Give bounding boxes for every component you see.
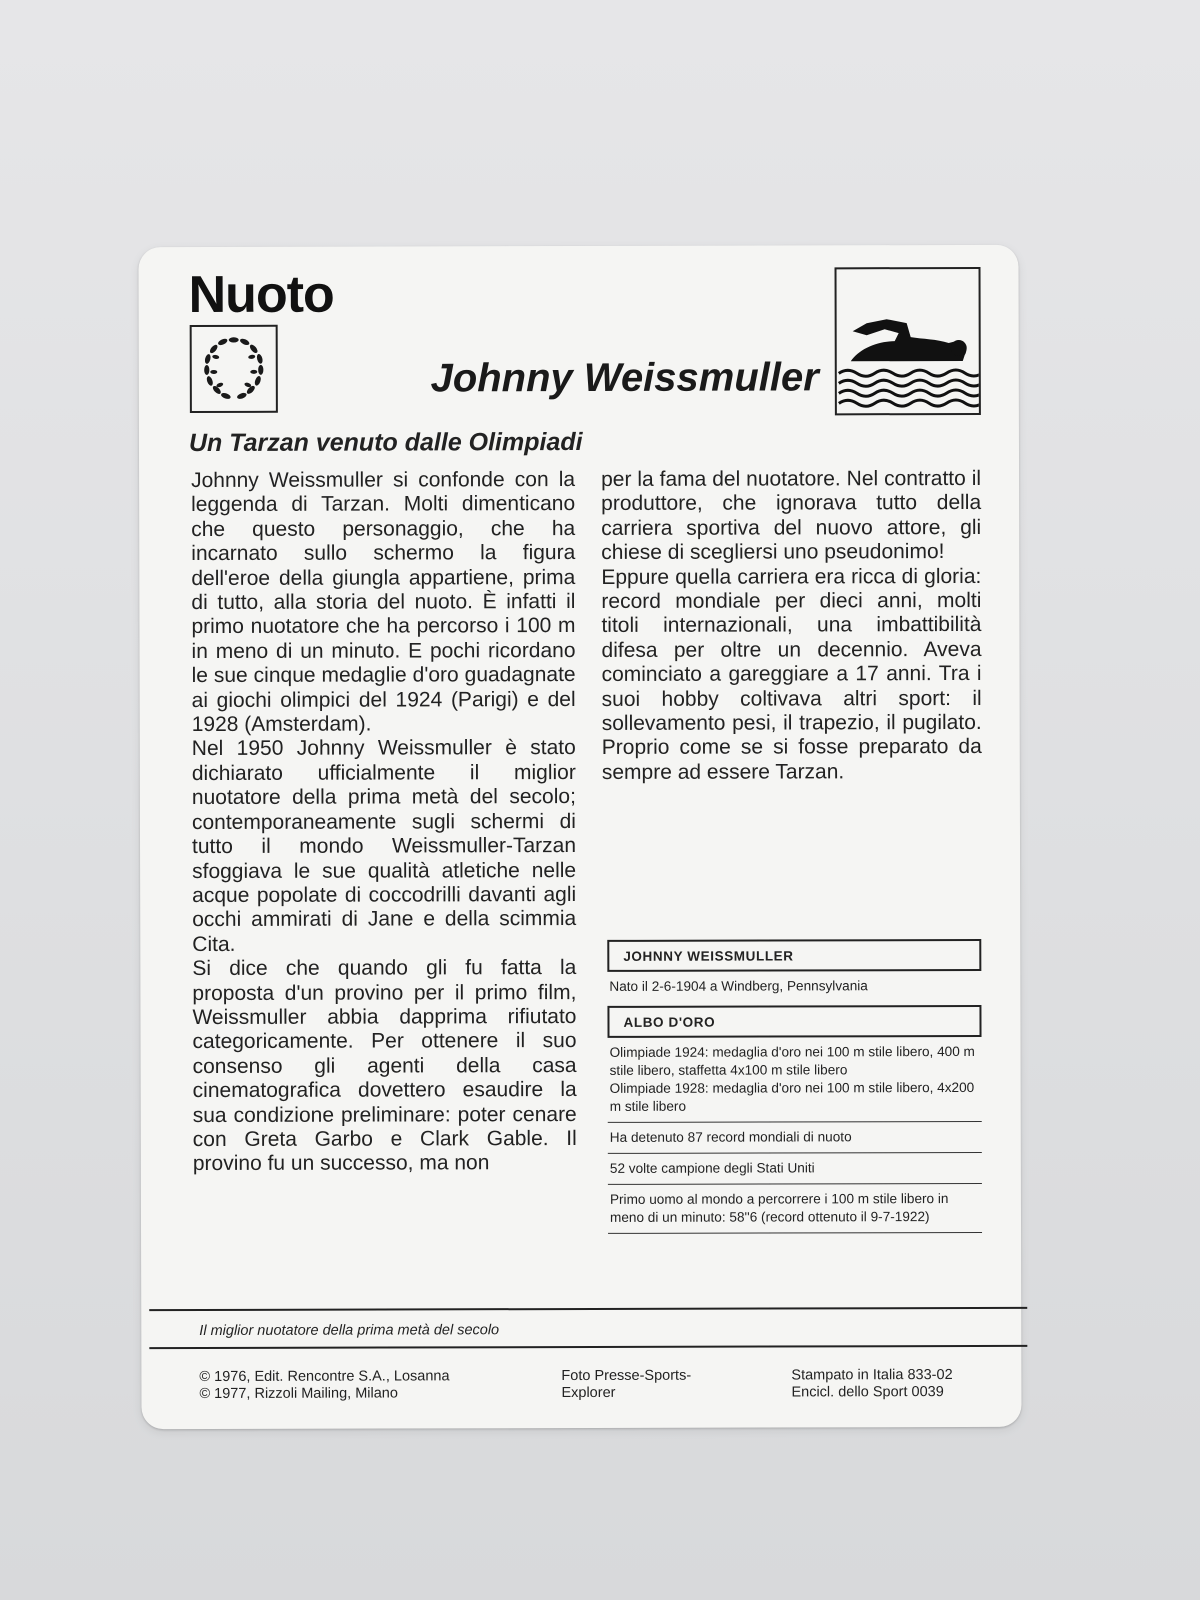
body-column-right [601, 467, 982, 785]
print-info-line: Encicl. dello Sport 0039 [791, 1384, 944, 1401]
body-paragraph: per la fama del nuotatore. Nel contratto il produttore, che ignorava tutto della carriera sportiva del nuovo attore, gli chiese di scegliersi uno pseudonimo! [601, 466, 982, 565]
body-column-left [191, 468, 577, 1177]
athlete-info-panel [607, 939, 982, 1234]
copyright-line: © 1977, Rizzoli Mailing, Milano [199, 1385, 398, 1402]
photo-credit [561, 1368, 691, 1402]
olympics-1924: Olimpiade 1924: medaglia d'oro nei 100 m stile libero, 400 m stile libero, staffetta 4x100 m stile libero [609, 1043, 975, 1078]
caption-bottom-rule [149, 1345, 1027, 1349]
caption-top-rule [149, 1307, 1027, 1311]
body-paragraph: Eppure quella carriera era ricca di gloria: record mondiale per dieci anni, molti titoli internazionali, una imbattibilità difesa per oltre un decennio. Aveva cominciato a gareggiare a 17 anni. Tra i suoi hobby coltivava altri sport: il sollevamento pesi, il trapezio, il pugilato. Proprio come se si fosse preparato da sempre ad essere Tarzan. [601, 564, 982, 784]
print-info [791, 1367, 952, 1401]
first-under-minute: Primo uomo al mondo a percorrere i 100 m stile libero in meno di un minuto: 58''6 (record ottenuto il 9-7-1922) [608, 1184, 982, 1234]
photo-credit-line: Foto Presse-Sports- [561, 1367, 692, 1385]
olympics-1928: Olimpiade 1928: medaglia d'oro nei 100 m stile libero, 4x200 m stile libero [608, 1079, 982, 1123]
sport-card [138, 245, 1021, 1429]
world-records: Ha detenuto 87 record mondiali di nuoto [608, 1122, 982, 1154]
body-paragraph: Nel 1950 Johnny Weissmuller è stato dichiarato ufficialmente il miglior nuotatore della prima metà del secolo; contemporaneamente sugli schermi di tutto il mondo Weissmuller-Tarzan sfoggiava le sue qualità atletiche nelle acque popolate di coccodrilli davanti agli occhi ammirati di Jane e della scimmia Cita. [191, 736, 577, 956]
photo-credit-line: Explorer [561, 1384, 616, 1402]
swimmer-icon [835, 267, 981, 415]
body-paragraph: Johnny Weissmuller si confonde con la leggenda di Tarzan. Molti dimenticano che questo personaggio, che ha incarnato sullo schermo la figura dell'eroe della giungla appartiene, prima di tutto, alla storia del nuoto. È infatti il primo nuotatore che ha percorso i 100 m in meno di un minuto. E pochi ricordano le sue cinque medaglie d'oro guadagnate ai giochi olimpici del 1924 (Parigi) e del 1928 (Amsterdam). [191, 468, 576, 737]
sport-title: Nuoto [188, 265, 334, 325]
athlete-name: Johnny Weissmuller [430, 355, 819, 401]
birth-info: Nato il 2-6-1904 a Windberg, Pennsylvania [609, 978, 868, 994]
photo-caption: Il miglior nuotatore della prima metà del secolo [199, 1322, 500, 1339]
copyright-line: © 1976, Edit. Rencontre S.A., Losanna [199, 1368, 450, 1385]
laurel-wreath-icon [190, 325, 278, 413]
albo-doro-label: ALBO D'ORO [607, 1005, 981, 1038]
us-titles: 52 volte campione degli Stati Uniti [608, 1153, 982, 1185]
card-subtitle: Un Tarzan venuto dalle Olimpiadi [188, 427, 583, 458]
body-paragraph: Si dice che quando gli fu fatta la proposta d'un provino per il primo film, Weissmuller abbia dapprima rifiutato categoricamente. Per ottenere il suo consenso gli agenti della casa cinematografica dovettero esaudire la sua condizione preliminare: poter cenare con Greta Garbo e Clark Gable. Il provino fu un successo, ma non [192, 956, 577, 1176]
print-info-line: Stampato in Italia 833-02 [791, 1367, 953, 1384]
athlete-name-label: JOHNNY WEISSMULLER [607, 939, 981, 972]
copyright-block [199, 1368, 449, 1403]
